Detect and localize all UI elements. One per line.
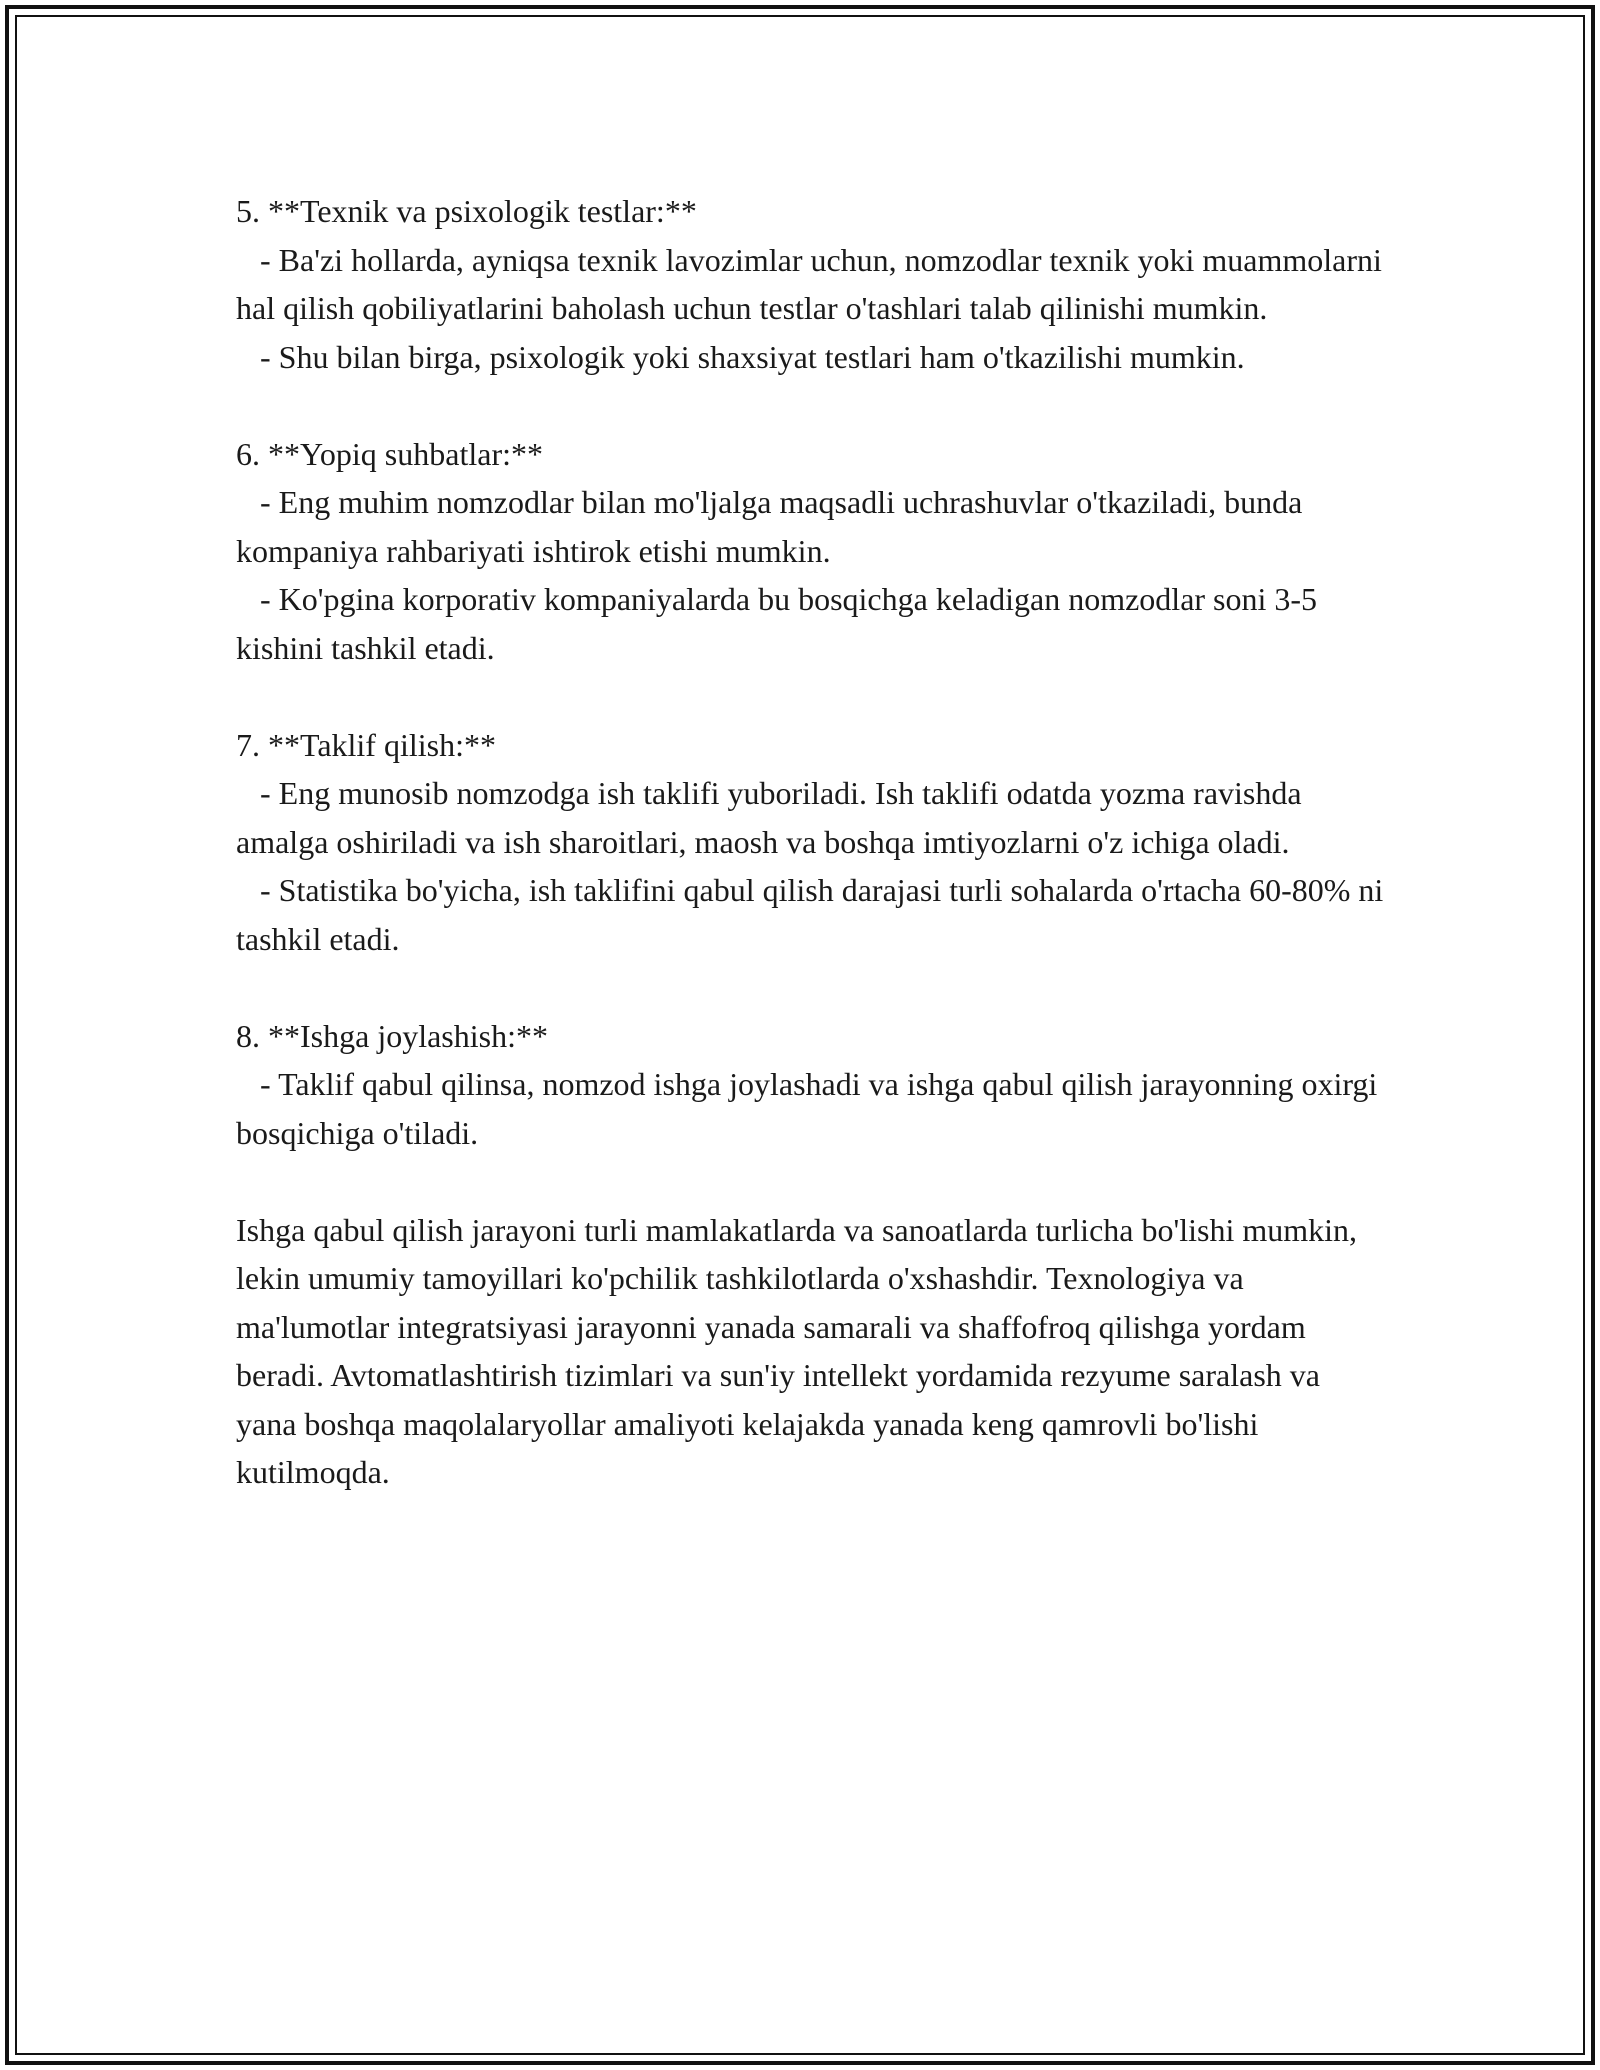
section-item: - Taklif qabul qilinsa, nomzod ishga joylashadi va ishga qabul qilish jarayonning oxirgi bosqichiga o'tiladi. xyxy=(236,1066,1386,1151)
section-item: - Eng munosib nomzodga ish taklifi yuboriladi. Ish taklifi odatda yozma ravishda amalga oshiriladi va ish sharoitlari, maosh va boshqa imtiyozlarni o'z ichiga oladi. xyxy=(236,775,1310,860)
section-heading: 7. **Taklif qilish:** xyxy=(236,726,496,763)
section-closed-interviews xyxy=(236,430,1386,673)
section-item: - Ko'pgina korporativ kompaniyalarda bu bosqichga keladigan nomzodlar soni 3-5 kishini tashkil etadi. xyxy=(236,581,1326,666)
section-item: - Eng muhim nomzodlar bilan mo'ljalga maqsadli uchrashuvlar o'tkaziladi, bunda kompaniya rahbariyati ishtirok etishi mumkin. xyxy=(236,484,1311,569)
section-technical-tests xyxy=(236,187,1390,381)
section-heading: 8. **Ishga joylashish:** xyxy=(236,1017,548,1054)
section-offer xyxy=(236,721,1392,964)
section-heading: 5. **Texnik va psixologik testlar:** xyxy=(236,193,697,229)
section-item: - Ba'zi hollarda, ayniqsa texnik lavozimlar uchun, nomzodlar texnik yoki muammolarni hal qilish qobiliyatlarini baholash uchun testlar o'tashlari talab qilinishi mumkin. xyxy=(236,241,1390,326)
section-item: - Statistika bo'yicha, ish taklifini qabul qilish darajasi turli sohalarda o'rtacha 60-80% ni tashkil etadi. xyxy=(236,872,1392,957)
document-body xyxy=(236,187,1392,1497)
section-onboarding xyxy=(236,1012,1386,1158)
section-item: - Shu bilan birga, psixologik yoki shaxsiyat testlari ham o'tkazilishi mumkin. xyxy=(236,338,1245,375)
section-heading: 6. **Yopiq suhbatlar:** xyxy=(236,435,543,472)
closing-paragraph: Ishga qabul qilish jarayoni turli mamlakatlarda va sanoatlarda turlicha bo'lishi mumkin, lekin umumiy tamoyillari ko'pchilik tashkilotlarda o'xshashdir. Texnologiya va ma'lumotlar integratsiyasi jarayonni yanada samarali va shaffofroq qilishga yordam beradi. Avtomatlashtirish tizimlari va sun'iy intellekt yordamida rezyume saralash va yana boshqa maqolalaryollar amaliyoti kelajakda yanada keng qamrovli bo'lishi kutilmoqda. xyxy=(236,1211,1358,1490)
